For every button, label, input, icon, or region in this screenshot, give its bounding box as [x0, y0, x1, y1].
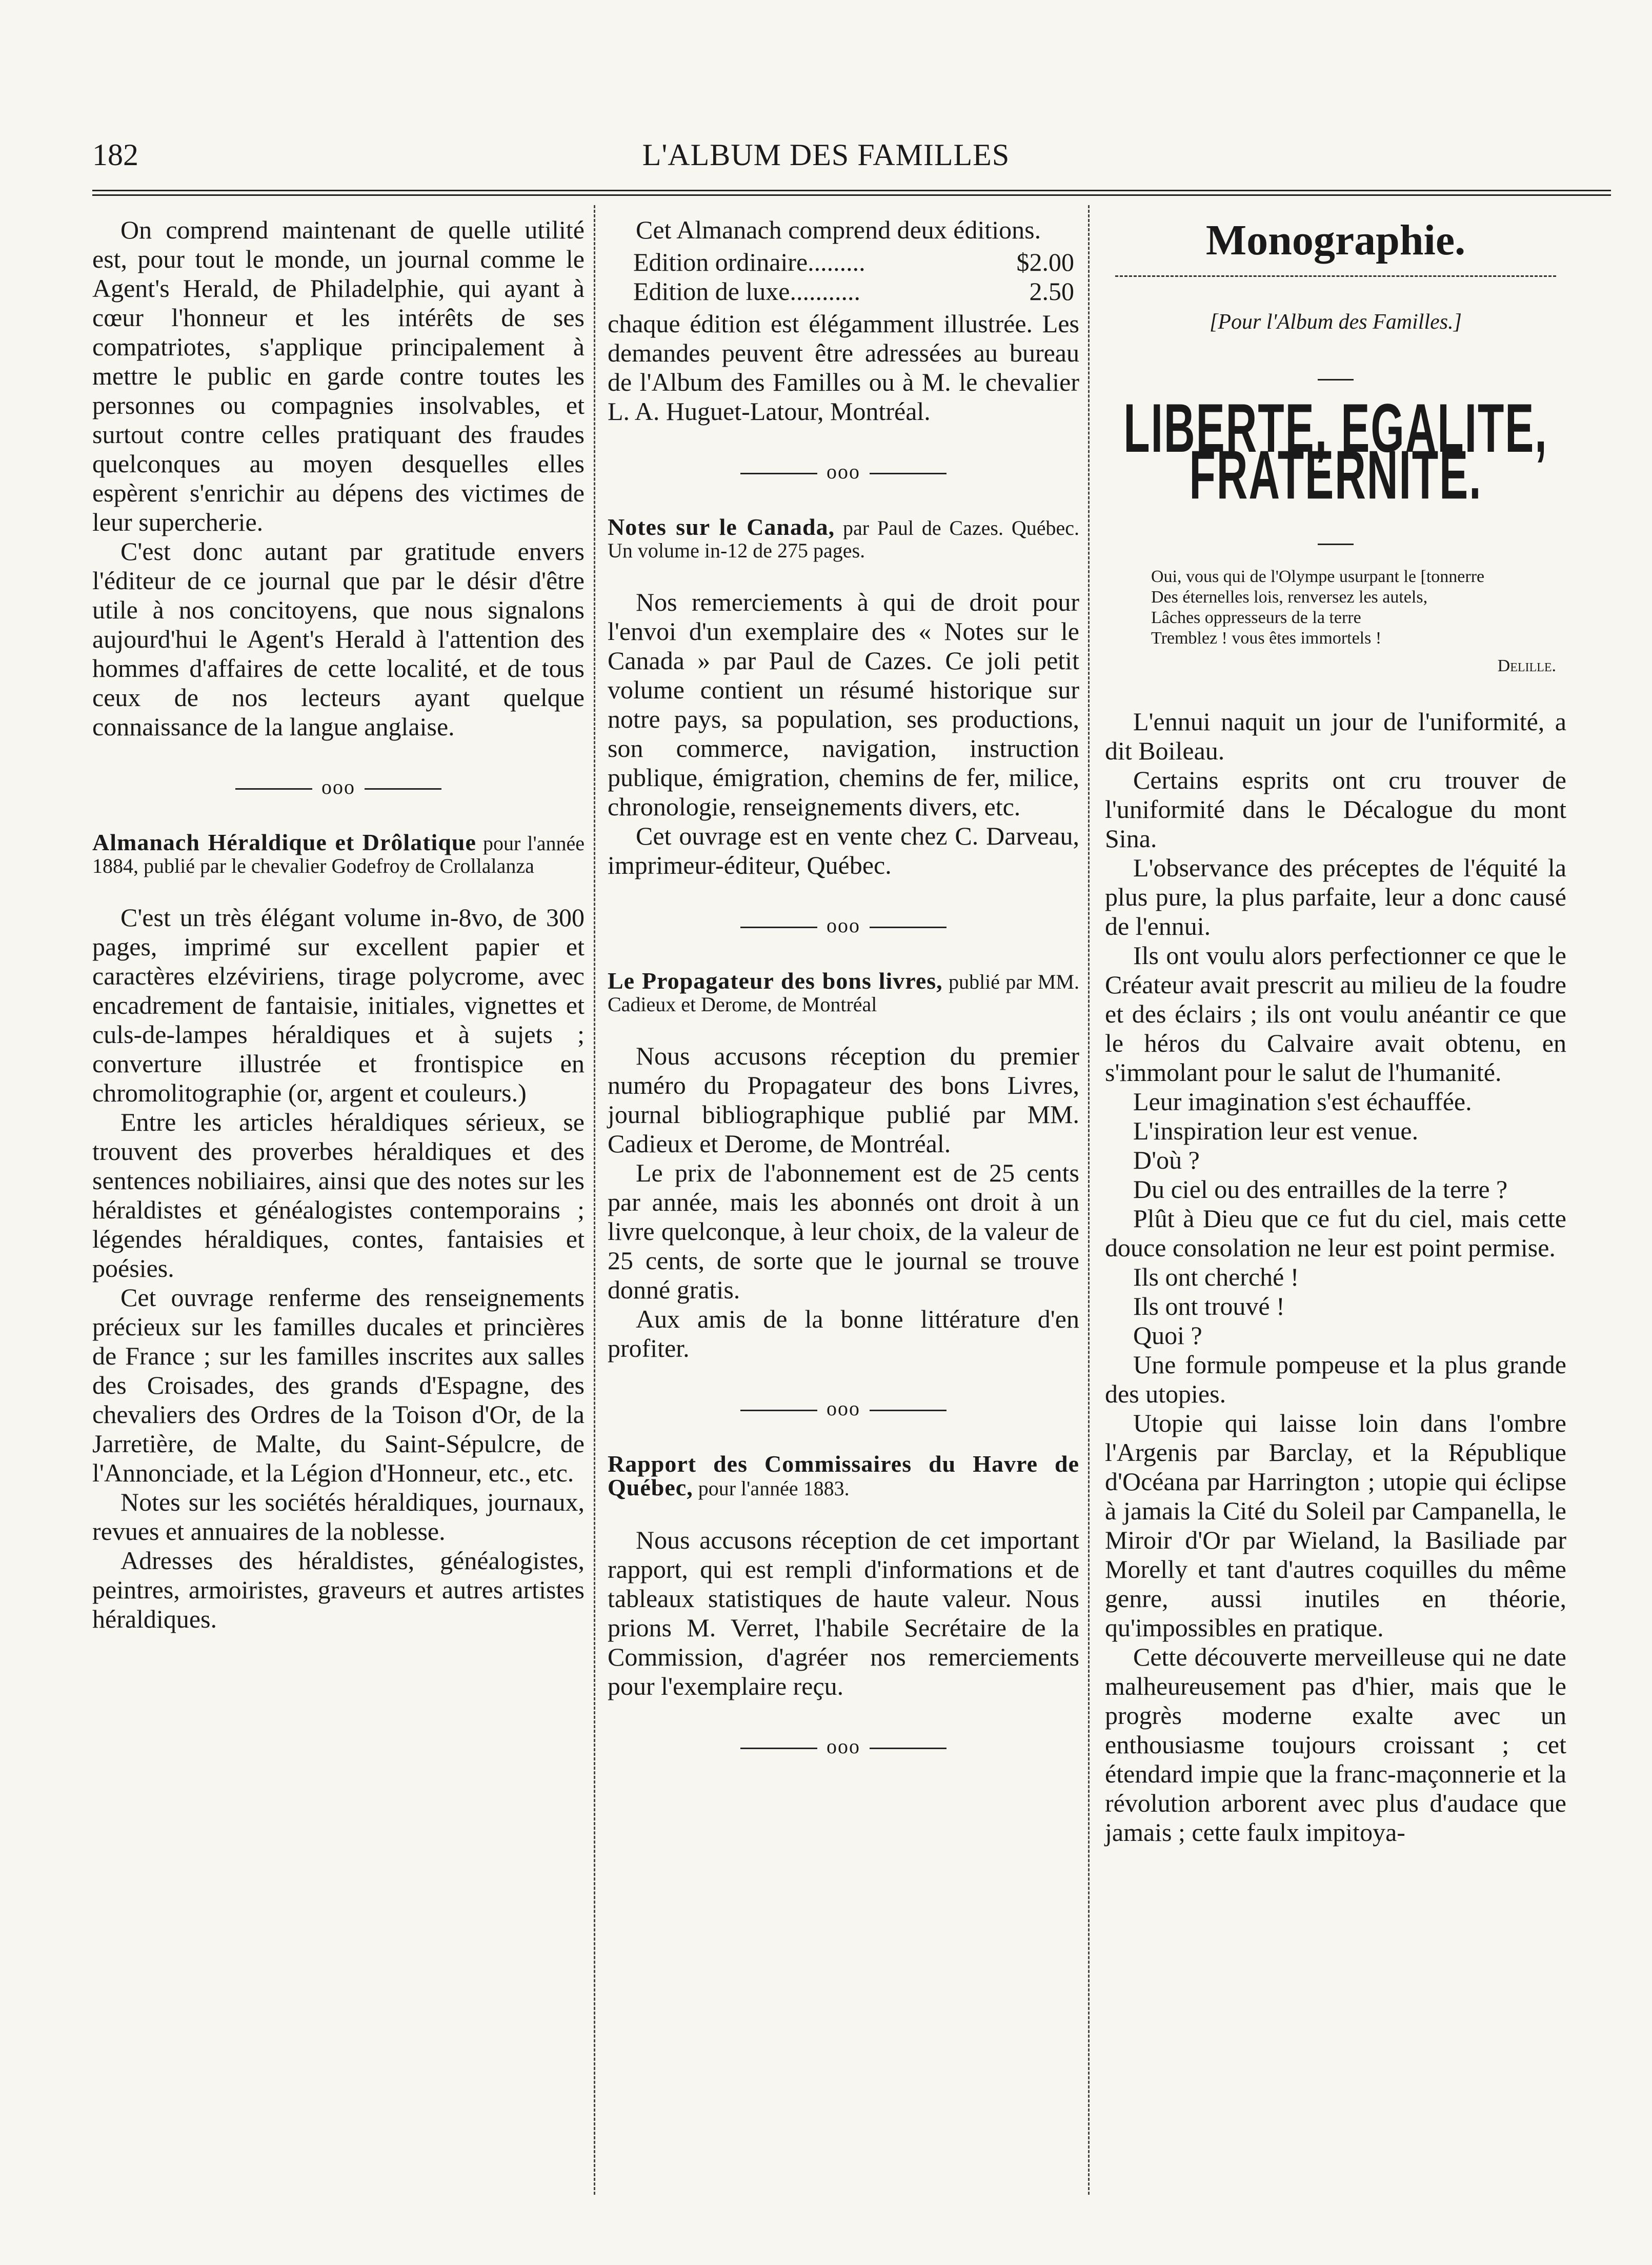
paragraph: C'est donc autant par gratitude envers l'éditeur de ce journal que par le désir d'être utile à nos concitoyens, que nous signalons aujourd'hui le Agent's Herald à l'attention des hommes d'affaires de cette localité, et de tous ceux de nos lecteurs ayant quelque connaissance de la langue anglaise.: [92, 537, 585, 741]
epigraph: [1151, 567, 1556, 676]
book-notice: [92, 831, 585, 877]
paragraph: Certains esprits ont cru trouver de l'uniformité dans le Décalogue du mont Sina.: [1105, 766, 1566, 853]
paragraph: Plût à Dieu que ce fut du ciel, mais cette douce consolation ne leur est point permise.: [1105, 1204, 1566, 1262]
book-notice: [608, 970, 1079, 1016]
epigraph-line: Des éternelles lois, renversez les autels,: [1151, 588, 1428, 607]
running-title: L'ALBUM DES FAMILLES: [642, 138, 1010, 172]
paragraph: Cette découverte merveilleuse qui ne date malheureusement pas d'hier, mais que le progrès moderne exalte avec un enthousiasme toujours croissant ; cet étendard impie que la franc-maçonnerie et la révolution arborent avec plus d'audace que jamais ; cette faulx impitoya-: [1105, 1642, 1566, 1847]
epigraph-line: Lâches oppresseurs de la terre: [1151, 608, 1361, 627]
notice-title: Notes sur le Canada,: [608, 514, 835, 540]
column-rule: [594, 205, 595, 2195]
paragraph: Aux amis de la bonne littérature d'en profiter.: [608, 1305, 1079, 1362]
paragraph: D'où ?: [1133, 1146, 1200, 1174]
notice-title: Rapport des Commissaires du Havre de Québec,: [608, 1451, 1079, 1500]
price-label: Edition ordinaire.........: [633, 248, 865, 276]
paragraph: Nos remerciements à qui de droit pour l'envoi d'un exemplaire des « Notes sur le Canada » par Paul de Cazes. Ce joli petit volume contient un résumé historique sur notre pays, sa population, ses productions, son commerce, navigation, instruction publique, émigration, chemins de fer, milice, chronologie, renseignements divers, etc.: [608, 588, 1079, 821]
paragraph: L'ennui naquit un jour de l'uniformité, a dit Boileau.: [1105, 707, 1566, 765]
paragraph: Cet Almanach comprend deux éditions.: [636, 215, 1041, 244]
section-separator: ooo: [92, 772, 585, 801]
page-number: 182: [92, 138, 138, 172]
short-dash: [1105, 357, 1566, 387]
column-right: [1105, 215, 1566, 1847]
notice-title: Le Propagateur des bons livres,: [608, 968, 943, 994]
short-dash: [1105, 522, 1566, 551]
price-value: $2.00: [1016, 248, 1074, 276]
paragraph: Notes sur les sociétés héraldiques, journaux, revues et annuaires de la noblesse.: [92, 1488, 585, 1546]
notice-text: publié par MM. Cadieux et Derome, de Montréal: [608, 970, 1079, 1016]
page-header: [92, 137, 1560, 184]
paragraph: Quoi ?: [1133, 1321, 1202, 1350]
paragraph: Une formule pompeuse et la plus grande des utopies.: [1105, 1350, 1566, 1408]
paragraph: chaque édition est élégamment illustrée. Les demandes peuvent être adressées au bureau de l'Album des Familles ou à M. le chevalier L. A. Huguet-Latour, Montréal.: [608, 309, 1079, 426]
paragraph: Adresses des héraldistes, généalogistes, peintres, armoiristes, graveurs et autres artistes héraldiques.: [92, 1546, 585, 1633]
notice-text: pour l'année 1883.: [698, 1477, 850, 1500]
book-notice: [608, 516, 1079, 562]
notice-text: pour l'année 1884, publié par le chevalier Godefroy de Crollalanza: [92, 832, 585, 877]
paragraph: Ils ont trouvé !: [1133, 1292, 1285, 1320]
article-slogan: LIBERTE, EGALITE, FRATERNITE.: [1123, 389, 1548, 513]
paragraph: C'est un très élégant volume in-8vo, de 300 pages, imprimé sur excellent papier et caractères elzéviriens, tirage polycrome, avec encadrement de fantaisie, initiales, vignettes et culs-de-lampes héraldiques et à sujets ; converture illustrée et frontispice en chromolitographie (or, argent et couleurs.): [92, 903, 585, 1107]
epigraph-line: Tremblez ! vous êtes immortels !: [1151, 629, 1382, 648]
section-separator: ooo: [608, 911, 1079, 940]
price-label: Edition de luxe...........: [633, 277, 860, 306]
paragraph: On comprend maintenant de quelle utilité est, pour tout le monde, un journal comme le Agent's Herald, de Philadelphie, qui ayant à cœur l'honneur et les intérêts de ses compatriotes, s'applique principalement à mettre le public en garde contre toutes les personnes ou compagnies insolvables, et surtout contre celles pratiquant des fraudes quelconques au moyen desquelles elles espèrent s'enrichir au dépens des victimes de leur supercherie.: [92, 215, 585, 536]
paragraph: L'inspiration leur est venue.: [1133, 1116, 1419, 1145]
book-notice: [608, 1453, 1079, 1500]
section-separator: ooo: [608, 457, 1079, 486]
paragraph: Le prix de l'abonnement est de 25 cents par année, mais les abonnés ont droit à un livre quelconque, à leur choix, de la valeur de 25 cents, de sorte que le journal se trouve donné gratis.: [608, 1158, 1079, 1304]
notice-title: Almanach Héraldique et Drôlatique: [92, 829, 476, 855]
price-list: [633, 248, 1079, 306]
paragraph: L'observance des préceptes de l'équité la plus pure, la plus parfaite, leur a donc causé de l'ennui.: [1105, 853, 1566, 940]
title-rule: [1115, 275, 1556, 277]
paragraph: Nous accusons réception du premier numéro du Propagateur des bons Livres, journal bibliographique publié par MM. Cadieux et Derome, de Montréal.: [608, 1041, 1079, 1158]
article-title: Monographie.: [1205, 216, 1466, 264]
notice-text: par Paul de Cazes. Québec. Un volume in-12 de 275 pages.: [608, 516, 1079, 562]
header-rule: [92, 190, 1611, 196]
epigraph-author: Delille.: [1497, 656, 1556, 675]
paragraph: Cet ouvrage est en vente chez C. Darveau, imprimeur-éditeur, Québec.: [608, 821, 1079, 879]
column-rule: [1088, 205, 1090, 2195]
column-left: [92, 215, 585, 1634]
paragraph: Nous accusons réception de cet important rapport, qui est rempli d'informations et de tableaux statistiques de haute valeur. Nous prions M. Verret, l'habile Secrétaire de la Commission, d'agréer nos remerciements pour l'exemplaire reçu.: [608, 1526, 1079, 1700]
column-middle: [608, 215, 1079, 1791]
paragraph: Cet ouvrage renferme des renseignements précieux sur les familles ducales et princières de France ; sur les familles inscrites aux salles des Croisades, des grands d'Espagne, des chevaliers des Ordres de la Toison d'Or, de la Jarretière, de Malte, du Saint-Sépulcre, de l'Annonciade, et la Légion d'Honneur, etc., etc.: [92, 1283, 585, 1487]
price-value: 2.50: [1029, 277, 1074, 306]
section-separator: ooo: [608, 1732, 1079, 1761]
paragraph: Ils ont voulu alors perfectionner ce que le Créateur avait prescrit au milieu de la foudre et des éclairs ; ils ont voulu anéantir ce que le héros du Calvaire avait obtenu, en s'immolant pour le salut de l'humanité.: [1105, 941, 1566, 1087]
price-row: [633, 248, 1079, 277]
paragraph: Du ciel ou des entrailles de la terre ?: [1133, 1175, 1508, 1204]
epigraph-line: Oui, vous qui de l'Olympe usurpant le [tonnerre: [1151, 567, 1485, 586]
article-attribution: [Pour l'Album des Familles.]: [1210, 310, 1462, 334]
price-row: [633, 277, 1079, 306]
paragraph: Ils ont cherché !: [1133, 1262, 1299, 1291]
paragraph: Entre les articles héraldiques sérieux, se trouvent des proverbes héraldiques et des sentences nobiliaires, ainsi que des notes sur les héraldistes et généalogistes contemporains ; légendes héraldiques, contes, fantaisies et poésies.: [92, 1108, 585, 1282]
section-separator: ooo: [608, 1394, 1079, 1423]
paragraph: Leur imagination s'est échauffée.: [1133, 1087, 1472, 1116]
paragraph: Utopie qui laisse loin dans l'ombre l'Argenis par Barclay, et la République d'Océana par Harrington ; utopie qui éclipse à jamais la Cité du Soleil par Campanella, le Miroir d'Or par Wieland, la Basiliade par Morelly et tant d'autres coquilles du même genre, aussi inutiles en théorie, qu'impossibles en pratique.: [1105, 1409, 1566, 1642]
